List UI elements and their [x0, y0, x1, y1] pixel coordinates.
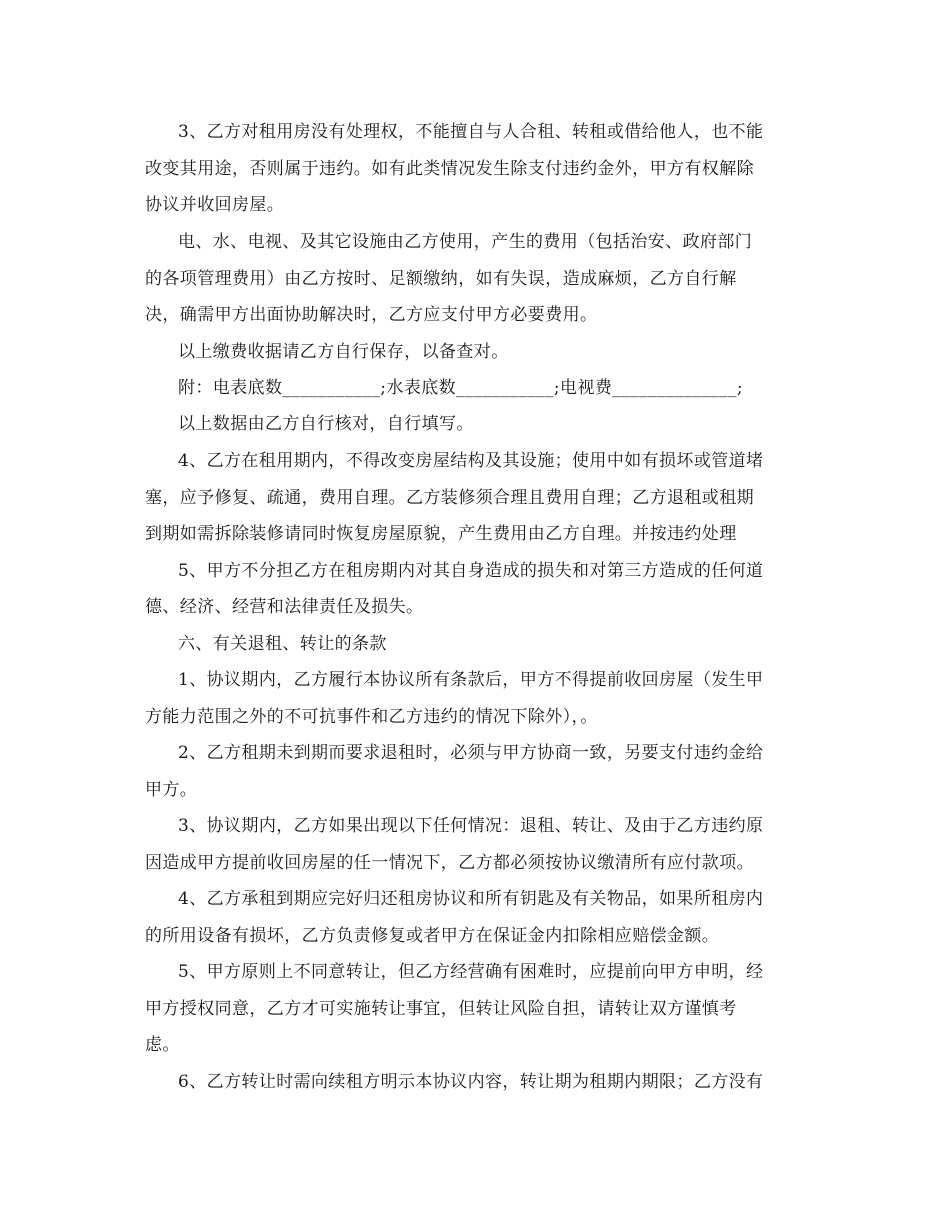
text-line: 附：电表底数___________;水表底数___________;电视费______________;: [178, 378, 743, 398]
text-line: 以上数据由乙方自行核对，自行填写。: [178, 414, 474, 434]
text-line: 6、乙方转让时需向续租方明示本协议内容，转让期为租期内期限；乙方没有: [178, 1072, 764, 1092]
text-line: 决，确需甲方出面协助解决时，乙方应支付甲方必要费用。: [145, 305, 598, 325]
text-line: 因造成甲方提前收回房屋的任一情况下，乙方都必须按协议缴清所有应付款项。: [145, 853, 754, 873]
text-line: 1、协议期内，乙方履行本协议所有条款后，甲方不得提前收回房屋（发生甲: [178, 670, 764, 690]
text-line: 甲方授权同意，乙方才可实施转让事宜，但转让风险自担，请转让双方谨慎考: [145, 999, 737, 1019]
text-line: 5、甲方原则上不同意转让，但乙方经营确有困难时，应提前向甲方申明，经: [178, 962, 764, 982]
text-line: 电、水、电视、及其它设施由乙方使用，产生的费用（包括治安、政府部门: [178, 232, 753, 252]
text-line: 到期如需拆除装修请同时恢复房屋原貌，产生费用由乙方自理。并按违约处理: [145, 524, 737, 544]
text-line: 4、乙方在租用期内，不得改变房屋结构及其设施；使用中如有损坏或管道堵: [178, 451, 764, 471]
text-line: 改变其用途，否则属于违约。如有此类情况发生除支付违约金外，甲方有权解除: [145, 159, 754, 179]
text-line: 塞，应予修复、疏通，费用自理。乙方装修须合理且费用自理；乙方退租或租期: [145, 488, 754, 508]
text-line: 4、乙方承租到期应完好归还租房协议和所有钥匙及有关物品，如果所租房内: [178, 889, 764, 909]
text-line: 协议并收回房屋。: [145, 195, 285, 215]
text-line: 3、协议期内，乙方如果出现以下任何情况：退租、转让、及由于乙方违约原: [178, 816, 764, 836]
text-line: 以上缴费收据请乙方自行保存，以备查对。: [178, 342, 509, 362]
text-line: 2、乙方租期未到期而要求退租时，必须与甲方协商一致，另要支付违约金给: [178, 743, 764, 763]
text-line: 虑。: [145, 1035, 180, 1055]
text-line: 甲方。: [145, 780, 198, 800]
text-line: 的所用设备有损坏，乙方负责修复或者甲方在保证金内扣除相应赔偿金额。: [145, 926, 720, 946]
section-heading: 六、有关退租、转让的条款: [178, 634, 387, 654]
text-line: 的各项管理费用）由乙方按时、足额缴纳，如有失误，造成麻烦，乙方自行解: [145, 269, 737, 289]
text-line: 3、乙方对租用房没有处理权，不能擅自与人合租、转租或借给他人，也不能: [178, 122, 764, 142]
text-line: 德、经济、经营和法律责任及损失。: [145, 597, 424, 617]
text-line: 方能力范围之外的不可抗事件和乙方违约的情况下除外），。: [145, 707, 598, 727]
text-line: 5、甲方不分担乙方在租房期内对其自身造成的损失和对第三方造成的任何道: [178, 561, 764, 581]
